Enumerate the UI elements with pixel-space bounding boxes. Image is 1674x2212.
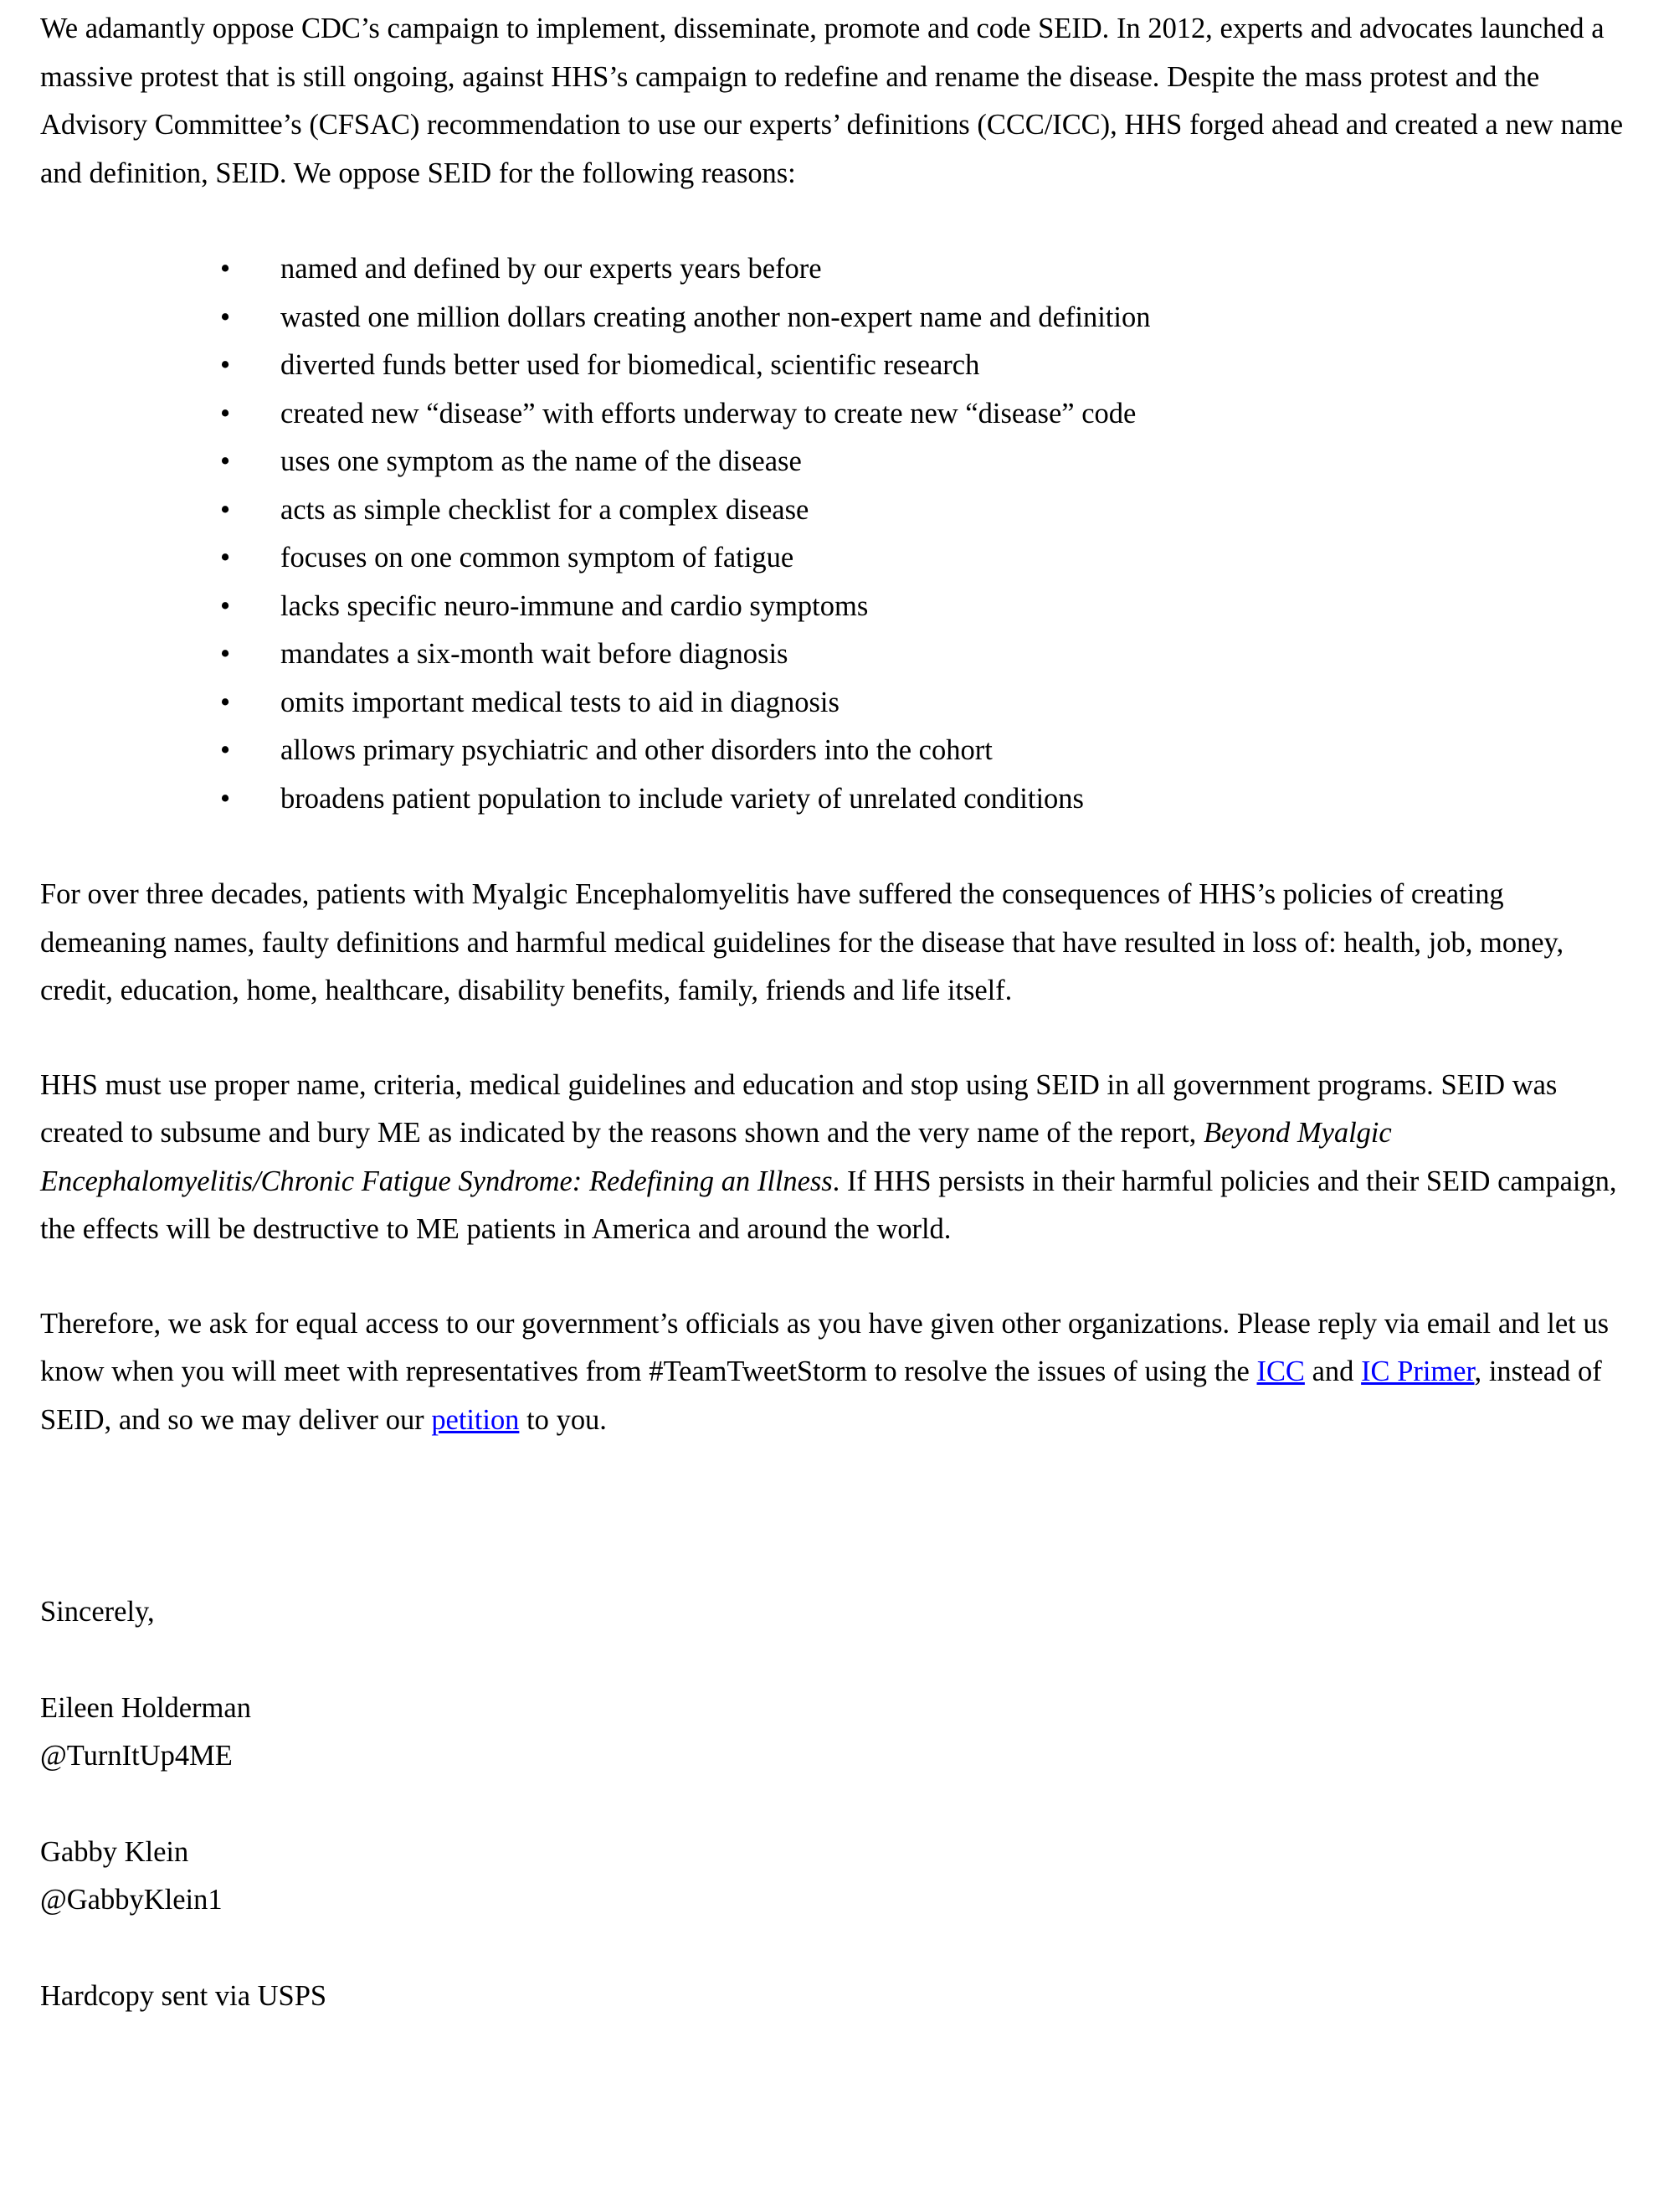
paragraph-hhs [40,1062,1634,1254]
list-item [40,679,1634,728]
list-item [40,342,1634,390]
list-item [40,775,1634,824]
bullet-icon: • [220,445,231,477]
signer-2-handle: @GabbyKlein1 [40,1884,223,1916]
signer-1-handle: @TurnItUp4ME [40,1740,233,1772]
spacer-before-footer [40,1925,1634,1973]
paragraph-request-part4: to you. [519,1403,607,1436]
report-title: Beyond Myalgic Encephalomyelitis/Chronic Fatigue Syndrome: Redefining an Illness [40,1117,1392,1197]
petition-link[interactable]: petition [431,1403,520,1436]
list-item [40,245,1634,294]
signer-1-name: Eileen Holderman [40,1691,251,1724]
spacer-after-list [40,823,1634,871]
list-item-label: allows primary psychiatric and other disorders into the cohort [280,734,993,766]
list-item [40,534,1634,583]
bullet-icon: • [220,493,231,526]
list-item-label: diverted funds better used for biomedical, scientific research [280,349,980,381]
bullet-icon: • [220,638,231,670]
paragraph-request-part1: Therefore, we ask for equal access to our government’s officials as you have given other organizations. Please reply via email and let us know when you will meet with representatives from #TeamTweetStorm to resolve the issues of using the [40,1307,1609,1387]
bullet-icon: • [220,589,231,622]
bullet-icon: • [220,782,231,815]
spacer-between-signers [40,1781,1634,1829]
list-item-label: wasted one million dollars creating another non-expert name and definition [280,301,1151,333]
list-item-label: named and defined by our experts years before [280,253,822,285]
intro-paragraph: We adamantly oppose CDC’s campaign to implement, disseminate, promote and code SEID. In 2012, experts and advocates launched a massive protest that is still ongoing, against HHS’s campaign to redefine and rename the disease. Despite the mass protest and the Advisory Committee’s (CFSAC) recommendation to use our experts’ definitions (CCC/ICC), HHS forged ahead and created a new name and definition, SEID. We oppose SEID for the following reasons: [40,13,1624,189]
spacer-before-closing [40,1444,1634,1588]
bullet-icon: • [220,397,231,430]
bullet-icon: • [220,253,231,285]
list-item [40,294,1634,342]
list-item-label: lacks specific neuro-immune and cardio symptoms [280,589,869,622]
spacer-after-decades [40,1016,1634,1062]
bullet-icon: • [220,686,231,718]
paragraph-request-part2: and [1304,1355,1362,1387]
list-item-label: uses one symptom as the name of the disease [280,445,802,477]
paragraph-hhs-part2: . If HHS persists in their harmful policies and their SEID campaign, the effects will be destructive to ME patients in America and around the world. [40,1165,1617,1245]
list-item-label: omits important medical tests to aid in diagnosis [280,686,840,718]
list-item-label: focuses on one common symptom of fatigue [280,542,794,574]
reasons-list [40,245,1634,823]
list-item [40,486,1634,535]
bullet-icon: • [220,734,231,766]
list-item-label: broadens patient population to include variety of unrelated conditions [280,782,1084,815]
paragraph-request-part3: , instead of SEID, and so we may deliver our [40,1355,1602,1436]
spacer-after-salutation [40,1637,1634,1685]
spacer-after-hhs [40,1254,1634,1300]
list-item [40,630,1634,679]
list-item [40,438,1634,486]
icc-link[interactable]: ICC [1256,1355,1305,1387]
closing-salutation: Sincerely, [40,1596,155,1628]
spacer-after-intro [40,198,1634,245]
list-item-label: mandates a six-month wait before diagnosis [280,638,788,670]
list-item [40,390,1634,439]
bullet-icon: • [220,349,231,381]
ic-primer-link[interactable]: IC Primer [1361,1355,1475,1387]
paragraph-decades: For over three decades, patients with Myalgic Encephalomyelitis have suffered the consequences of HHS’s policies of creating demeaning names, faulty definitions and harmful medical guidelines for the disease that have resulted in loss of: health, job, money, credit, education, home, healthcare, disability benefits, family, friends and life itself. [40,878,1564,1006]
paragraph-hhs-part1: HHS must use proper name, criteria, medical guidelines and education and stop using SEID in all government programs. SEID was created to subsume and bury ME as indicated by the reasons shown and the very name of the report, [40,1068,1558,1149]
list-item [40,727,1634,775]
bullet-icon: • [220,542,231,574]
paragraph-request [40,1300,1634,1445]
list-item [40,583,1634,631]
footer-note: Hardcopy sent via USPS [40,1979,327,2012]
list-item-label: acts as simple checklist for a complex disease [280,493,809,526]
list-item-label: created new “disease” with efforts underway to create new “disease” code [280,397,1137,430]
signer-2-name: Gabby Klein [40,1835,189,1868]
bullet-icon: • [220,301,231,333]
